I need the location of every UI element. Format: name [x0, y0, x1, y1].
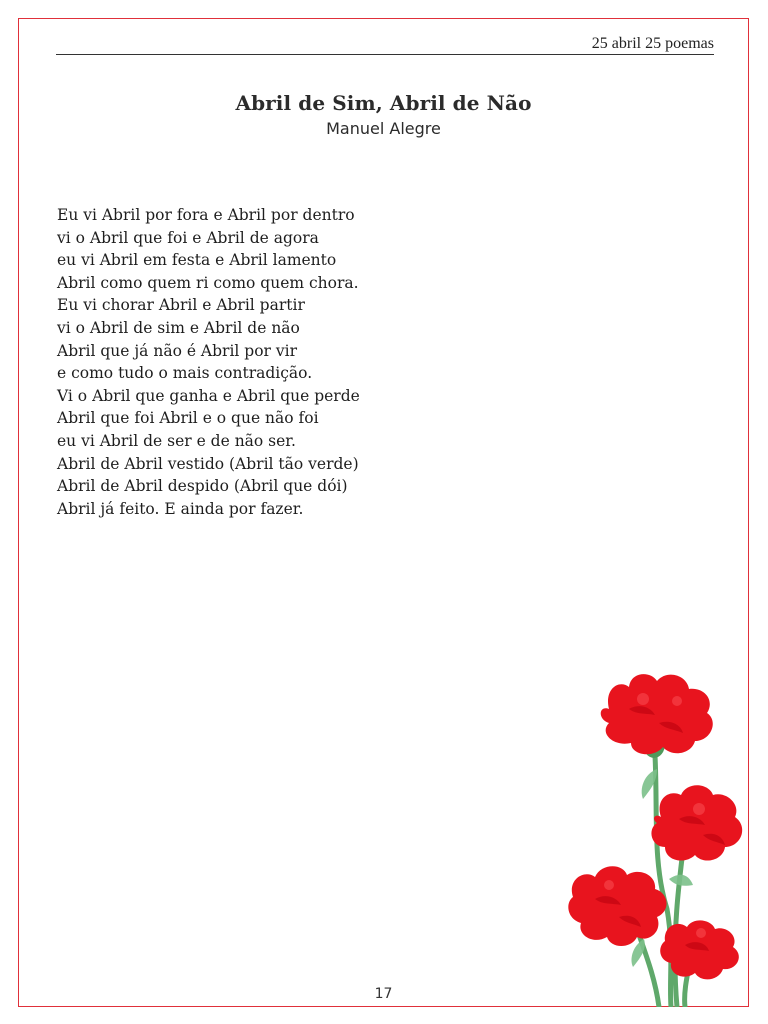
- poem-title: Abril de Sim, Abril de Não: [235, 91, 532, 115]
- poem-line: Eu vi chorar Abril e Abril partir: [57, 296, 305, 315]
- running-header: 25 abril 25 poemas: [591, 35, 714, 52]
- poem-line: vi o Abril de sim e Abril de não: [57, 318, 300, 337]
- poem-line: Abril que já não é Abril por vir: [57, 341, 298, 360]
- page-number: 17: [374, 986, 393, 1002]
- poem-line: eu vi Abril de ser e de não ser.: [57, 431, 296, 450]
- poem-line: Abril de Abril despido (Abril que dói): [57, 477, 348, 496]
- poem-body: [57, 204, 360, 520]
- poem-author: Manuel Alegre: [326, 119, 441, 138]
- poem-line: vi o Abril que foi e Abril de agora: [57, 228, 319, 247]
- poem-line: Abril que foi Abril e o que não foi: [57, 409, 319, 428]
- poem-line: Abril já feito. E ainda por fazer.: [57, 499, 304, 518]
- header-rule: [56, 54, 714, 55]
- poem-line: Abril como quem ri como quem chora.: [57, 273, 359, 292]
- document-page: [18, 18, 749, 1007]
- poem-line: Eu vi Abril por fora e Abril por dentro: [57, 206, 355, 224]
- poem-line: Abril de Abril vestido (Abril tão verde): [57, 454, 359, 473]
- carnations-icon: [559, 649, 749, 1007]
- poem-line: Vi o Abril que ganha e Abril que perde: [57, 386, 360, 405]
- poem-line: eu vi Abril em festa e Abril lamento: [57, 251, 337, 270]
- poem-line: e como tudo o mais contradição.: [57, 364, 313, 383]
